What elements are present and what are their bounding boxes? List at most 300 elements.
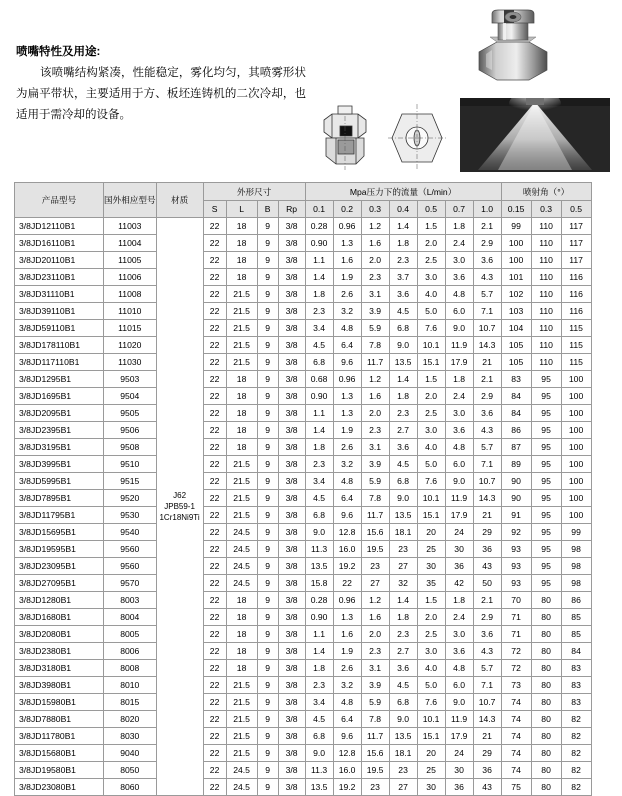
table-row [15,337,592,354]
cell-model: 3/8JD19580B1 [15,762,104,779]
cell-foreign-model: 11004 [104,235,157,252]
cell-angle-0: 93 [501,558,531,575]
cell-flow-1: 1.9 [333,269,361,286]
cell-flow-3: 23 [389,762,417,779]
table-row [15,439,592,456]
cell-dim-rp: 3/8 [278,643,305,660]
cell-flow-0: 1.4 [305,643,333,660]
cell-angle-2: 100 [561,388,591,405]
cell-angle-2: 100 [561,473,591,490]
cell-flow-4: 3.0 [417,643,445,660]
cell-dim-s: 22 [203,524,226,541]
cell-flow-1: 4.8 [333,694,361,711]
cell-flow-4: 4.0 [417,660,445,677]
cell-angle-2: 83 [561,694,591,711]
cell-angle-0: 102 [501,286,531,303]
cell-angle-0: 89 [501,456,531,473]
cell-flow-4: 7.6 [417,473,445,490]
cell-foreign-model: 9505 [104,405,157,422]
cell-flow-2: 1.2 [361,592,389,609]
cell-model: 3/8JD5995B1 [15,473,104,490]
cell-flow-2: 3.9 [361,456,389,473]
cell-dim-s: 22 [203,779,226,796]
cell-angle-2: 100 [561,422,591,439]
cell-dim-l: 24.5 [226,779,257,796]
cell-dim-l: 18 [226,252,257,269]
cell-flow-4: 25 [417,762,445,779]
cell-flow-5: 1.8 [445,371,473,388]
cell-flow-0: 1.1 [305,405,333,422]
cell-dim-rp: 3/8 [278,405,305,422]
cell-foreign-model: 9504 [104,388,157,405]
cell-flow-4: 20 [417,745,445,762]
cell-dim-l: 24.5 [226,541,257,558]
cell-angle-2: 84 [561,643,591,660]
cell-flow-2: 2.0 [361,252,389,269]
cell-flow-1: 1.6 [333,626,361,643]
cell-flow-4: 2.5 [417,252,445,269]
cell-flow-0: 0.90 [305,235,333,252]
cell-flow-4: 5.0 [417,456,445,473]
cell-flow-1: 19.2 [333,779,361,796]
table-body [15,218,592,796]
table-row [15,524,592,541]
cell-flow-6: 5.7 [473,660,501,677]
cell-dim-b: 9 [257,745,278,762]
cell-dim-rp: 3/8 [278,490,305,507]
cell-flow-0: 3.4 [305,320,333,337]
cell-flow-2: 11.7 [361,507,389,524]
cell-flow-2: 5.9 [361,473,389,490]
cell-dim-rp: 3/8 [278,354,305,371]
cell-flow-6: 36 [473,541,501,558]
cell-model: 3/8JD23110B1 [15,269,104,286]
cell-dim-rp: 3/8 [278,762,305,779]
cell-flow-5: 3.0 [445,405,473,422]
cell-dim-s: 22 [203,660,226,677]
cell-flow-2: 27 [361,575,389,592]
nozzle-photo [424,8,610,86]
header-material: 材质 [156,183,203,218]
cell-flow-5: 11.9 [445,711,473,728]
cell-flow-2: 1.2 [361,218,389,235]
cell-flow-2: 3.1 [361,660,389,677]
cell-flow-0: 15.8 [305,575,333,592]
cell-angle-0: 72 [501,660,531,677]
cell-angle-2: 85 [561,626,591,643]
header-angle-0-5: 0.5 [561,201,591,218]
cell-dim-b: 9 [257,456,278,473]
cell-flow-6: 43 [473,558,501,575]
cell-foreign-model: 9515 [104,473,157,490]
cell-angle-1: 80 [531,762,561,779]
cell-angle-1: 80 [531,626,561,643]
cell-flow-1: 12.8 [333,524,361,541]
cell-model: 3/8JD3980B1 [15,677,104,694]
cell-flow-0: 13.5 [305,558,333,575]
cell-dim-b: 9 [257,337,278,354]
cell-dim-s: 22 [203,762,226,779]
cell-foreign-model: 8030 [104,728,157,745]
cell-dim-b: 9 [257,473,278,490]
cell-flow-2: 1.2 [361,371,389,388]
cell-dim-rp: 3/8 [278,694,305,711]
cell-dim-l: 21.5 [226,745,257,762]
table-row [15,660,592,677]
table-row [15,252,592,269]
cell-angle-0: 75 [501,779,531,796]
cell-flow-2: 19.5 [361,541,389,558]
cell-flow-1: 16.0 [333,541,361,558]
cell-flow-0: 1.4 [305,269,333,286]
cell-flow-6: 2.9 [473,235,501,252]
header-dimensions: 外形尺寸 [203,183,305,201]
cell-dim-b: 9 [257,235,278,252]
cell-flow-0: 1.8 [305,660,333,677]
cell-flow-4: 7.6 [417,320,445,337]
cell-dim-b: 9 [257,490,278,507]
cell-flow-1: 22 [333,575,361,592]
cell-flow-6: 7.1 [473,303,501,320]
cell-dim-rp: 3/8 [278,779,305,796]
cell-angle-2: 115 [561,354,591,371]
cell-model: 3/8JD1295B1 [15,371,104,388]
cell-dim-rp: 3/8 [278,558,305,575]
cell-angle-1: 110 [531,252,561,269]
cell-dim-rp: 3/8 [278,473,305,490]
cell-foreign-model: 8060 [104,779,157,796]
cell-model: 3/8JD23095B1 [15,558,104,575]
cell-foreign-model: 8005 [104,626,157,643]
cell-dim-b: 9 [257,286,278,303]
table-row [15,507,592,524]
cell-model: 3/8JD2395B1 [15,422,104,439]
cell-flow-0: 0.90 [305,388,333,405]
cell-flow-0: 9.0 [305,524,333,541]
cell-dim-l: 21.5 [226,320,257,337]
cell-flow-6: 2.9 [473,388,501,405]
material-line-0: J62 [173,491,187,500]
cell-flow-3: 1.8 [389,388,417,405]
cell-flow-6: 14.3 [473,711,501,728]
cell-angle-0: 105 [501,354,531,371]
cell-flow-1: 9.6 [333,507,361,524]
cell-flow-3: 9.0 [389,711,417,728]
cell-angle-2: 83 [561,677,591,694]
cell-flow-4: 2.5 [417,626,445,643]
cell-angle-2: 99 [561,524,591,541]
hex-face-graphic [386,98,448,172]
cell-model: 3/8JD3180B1 [15,660,104,677]
cell-flow-6: 21 [473,507,501,524]
cell-dim-b: 9 [257,779,278,796]
header-dim-rp: Rp [278,201,305,218]
nozzle-hex-face-drawing [386,98,448,172]
cell-flow-2: 5.9 [361,320,389,337]
cell-dim-b: 9 [257,303,278,320]
cell-model: 3/8JD39110B1 [15,303,104,320]
table-row [15,405,592,422]
cell-flow-5: 3.6 [445,643,473,660]
cell-foreign-model: 9530 [104,507,157,524]
cell-flow-0: 2.3 [305,456,333,473]
cell-dim-s: 22 [203,388,226,405]
cell-model: 3/8JD11795B1 [15,507,104,524]
cell-dim-b: 9 [257,694,278,711]
cell-dim-s: 22 [203,337,226,354]
cell-flow-0: 3.4 [305,473,333,490]
table-row [15,490,592,507]
cell-flow-2: 7.8 [361,490,389,507]
cell-dim-rp: 3/8 [278,388,305,405]
cell-angle-1: 95 [531,524,561,541]
table-row [15,388,592,405]
cell-dim-b: 9 [257,269,278,286]
cell-dim-l: 21.5 [226,337,257,354]
cell-dim-l: 18 [226,609,257,626]
cell-flow-0: 11.3 [305,541,333,558]
cell-dim-l: 21.5 [226,456,257,473]
cell-angle-0: 101 [501,269,531,286]
cell-angle-2: 82 [561,711,591,728]
cell-dim-rp: 3/8 [278,711,305,728]
cell-dim-s: 22 [203,643,226,660]
table-row [15,643,592,660]
table-row [15,541,592,558]
cell-flow-2: 2.3 [361,269,389,286]
cell-flow-6: 3.6 [473,626,501,643]
cell-dim-b: 9 [257,558,278,575]
cell-flow-3: 3.7 [389,269,417,286]
cell-angle-1: 110 [531,218,561,235]
cell-model: 3/8JD15680B1 [15,745,104,762]
cell-dim-b: 9 [257,388,278,405]
cell-angle-2: 117 [561,252,591,269]
cell-flow-6: 10.7 [473,473,501,490]
cell-angle-1: 110 [531,286,561,303]
table-row [15,728,592,745]
cell-foreign-model: 9506 [104,422,157,439]
cell-angle-2: 115 [561,337,591,354]
cell-angle-1: 80 [531,694,561,711]
cell-dim-l: 21.5 [226,677,257,694]
cell-flow-3: 27 [389,779,417,796]
cell-flow-2: 7.8 [361,337,389,354]
cell-flow-1: 3.2 [333,303,361,320]
cell-flow-4: 1.5 [417,218,445,235]
cell-dim-b: 9 [257,626,278,643]
header-dim-s: S [203,201,226,218]
cell-dim-s: 22 [203,575,226,592]
cell-dim-rp: 3/8 [278,286,305,303]
cell-dim-rp: 3/8 [278,252,305,269]
cell-dim-s: 22 [203,320,226,337]
cell-dim-l: 21.5 [226,473,257,490]
cell-flow-5: 11.9 [445,337,473,354]
cell-flow-1: 2.6 [333,439,361,456]
header-dim-l: L [226,201,257,218]
cell-flow-3: 2.3 [389,626,417,643]
cell-foreign-model: 8010 [104,677,157,694]
cell-dim-rp: 3/8 [278,235,305,252]
cell-flow-4: 30 [417,779,445,796]
cell-flow-2: 15.6 [361,745,389,762]
cell-flow-6: 5.7 [473,286,501,303]
cell-dim-s: 22 [203,728,226,745]
cell-flow-5: 6.0 [445,456,473,473]
cell-flow-3: 1.4 [389,218,417,235]
cell-flow-4: 3.0 [417,422,445,439]
cell-flow-5: 2.4 [445,609,473,626]
cell-flow-6: 2.1 [473,218,501,235]
cell-flow-0: 4.5 [305,337,333,354]
cell-flow-0: 1.1 [305,626,333,643]
cell-dim-l: 18 [226,660,257,677]
cell-flow-6: 14.3 [473,490,501,507]
cell-flow-6: 43 [473,779,501,796]
cell-dim-rp: 3/8 [278,439,305,456]
cell-dim-rp: 3/8 [278,456,305,473]
cell-angle-0: 105 [501,337,531,354]
cell-dim-b: 9 [257,422,278,439]
cell-flow-1: 9.6 [333,354,361,371]
cell-flow-0: 1.8 [305,439,333,456]
cell-dim-s: 22 [203,490,226,507]
cell-flow-3: 13.5 [389,728,417,745]
cell-dim-rp: 3/8 [278,677,305,694]
cell-flow-6: 3.6 [473,252,501,269]
cell-flow-5: 11.9 [445,490,473,507]
cell-dim-l: 18 [226,218,257,235]
cell-dim-b: 9 [257,320,278,337]
cell-foreign-model: 9508 [104,439,157,456]
table-row [15,609,592,626]
cell-flow-1: 1.3 [333,388,361,405]
cell-angle-1: 95 [531,439,561,456]
cell-model: 3/8JD2095B1 [15,405,104,422]
cell-flow-1: 1.3 [333,405,361,422]
cell-flow-0: 3.4 [305,694,333,711]
cell-model: 3/8JD23080B1 [15,779,104,796]
cell-angle-2: 98 [561,575,591,592]
cell-model: 3/8JD15980B1 [15,694,104,711]
cell-flow-6: 3.6 [473,405,501,422]
cell-flow-3: 4.5 [389,303,417,320]
cell-model: 3/8JD117110B1 [15,354,104,371]
cell-flow-0: 0.90 [305,609,333,626]
cell-angle-1: 80 [531,711,561,728]
cell-material [156,218,203,796]
cell-flow-0: 4.5 [305,711,333,728]
cell-dim-rp: 3/8 [278,575,305,592]
cell-angle-2: 98 [561,558,591,575]
cell-foreign-model: 9560 [104,558,157,575]
cell-flow-4: 7.6 [417,694,445,711]
cell-flow-0: 0.68 [305,371,333,388]
nozzle-photo-graphic [424,8,610,86]
cell-model: 3/8JD2380B1 [15,643,104,660]
cell-flow-3: 13.5 [389,507,417,524]
cell-angle-0: 92 [501,524,531,541]
cell-dim-b: 9 [257,660,278,677]
cell-dim-s: 22 [203,456,226,473]
cell-angle-0: 87 [501,439,531,456]
cell-dim-s: 22 [203,626,226,643]
cell-flow-5: 3.0 [445,252,473,269]
cell-flow-0: 6.8 [305,354,333,371]
cell-dim-l: 18 [226,371,257,388]
cell-angle-1: 95 [531,456,561,473]
header-dim-b: B [257,201,278,218]
cell-angle-2: 116 [561,286,591,303]
cell-foreign-model: 9520 [104,490,157,507]
cell-flow-6: 10.7 [473,320,501,337]
cell-dim-rp: 3/8 [278,337,305,354]
cell-angle-1: 95 [531,507,561,524]
cell-dim-l: 21.5 [226,728,257,745]
cell-flow-5: 9.0 [445,320,473,337]
cell-dim-s: 22 [203,235,226,252]
cell-dim-s: 22 [203,677,226,694]
cell-flow-4: 15.1 [417,728,445,745]
cell-dim-rp: 3/8 [278,422,305,439]
illustration-group [312,8,610,173]
cell-flow-0: 1.4 [305,422,333,439]
cell-angle-1: 95 [531,388,561,405]
cell-flow-1: 6.4 [333,711,361,728]
cell-flow-3: 2.7 [389,422,417,439]
cell-angle-2: 98 [561,541,591,558]
cell-dim-b: 9 [257,439,278,456]
cell-dim-s: 22 [203,694,226,711]
cell-foreign-model: 8006 [104,643,157,660]
specification-table [14,182,592,796]
cell-flow-3: 1.4 [389,371,417,388]
cell-angle-2: 116 [561,269,591,286]
cell-angle-0: 83 [501,371,531,388]
cell-flow-4: 10.1 [417,337,445,354]
cell-model: 3/8JD178110B1 [15,337,104,354]
cell-angle-1: 95 [531,541,561,558]
cell-flow-3: 13.5 [389,354,417,371]
cell-foreign-model: 9503 [104,371,157,388]
cell-flow-6: 4.3 [473,269,501,286]
table-row [15,558,592,575]
cell-angle-1: 110 [531,354,561,371]
cell-flow-5: 3.6 [445,422,473,439]
cell-dim-s: 22 [203,218,226,235]
cell-model: 3/8JD11780B1 [15,728,104,745]
cell-flow-5: 36 [445,558,473,575]
header-flow-0-1: 0.1 [305,201,333,218]
cell-dim-b: 9 [257,371,278,388]
cell-angle-2: 100 [561,456,591,473]
cell-flow-5: 3.6 [445,269,473,286]
cell-flow-1: 16.0 [333,762,361,779]
cell-model: 3/8JD20110B1 [15,252,104,269]
cell-angle-0: 103 [501,303,531,320]
cell-flow-3: 6.8 [389,694,417,711]
cell-flow-1: 1.6 [333,252,361,269]
cell-dim-s: 22 [203,507,226,524]
table-row [15,303,592,320]
cell-flow-5: 4.8 [445,286,473,303]
cell-dim-l: 21.5 [226,286,257,303]
cell-foreign-model: 11005 [104,252,157,269]
cell-dim-l: 21.5 [226,490,257,507]
description-heading: 喷嘴特性及用途: [16,46,101,58]
table-row [15,762,592,779]
